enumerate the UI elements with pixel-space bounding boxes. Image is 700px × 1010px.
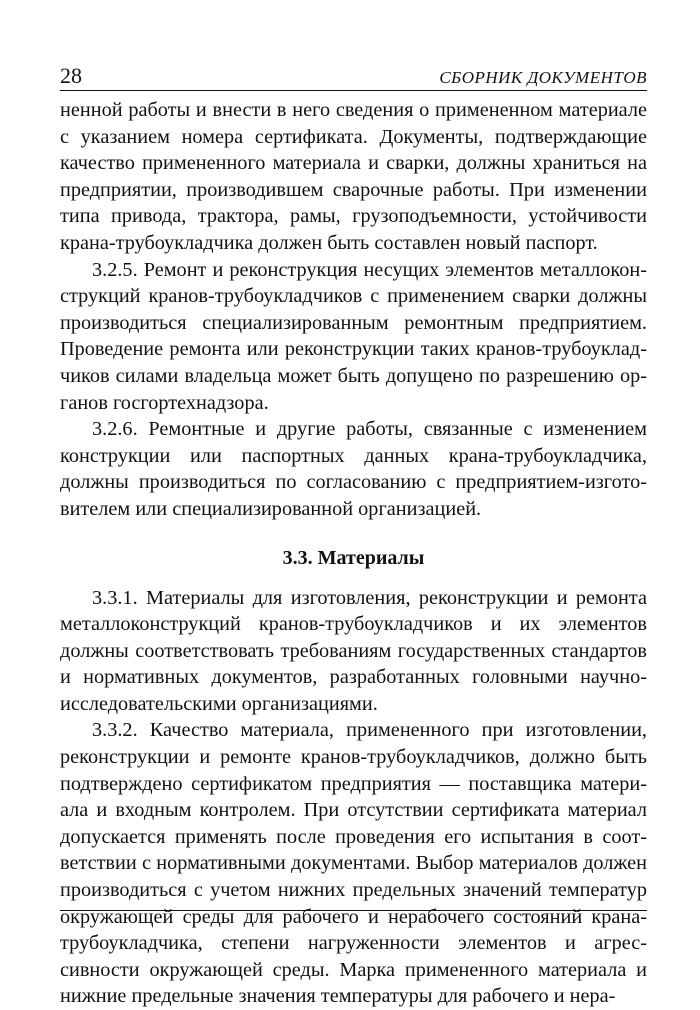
paragraph-3-2-6: 3.2.6. Ремонтные и другие работы, связанные с изменением конструкции или паспортных данных крана-трубоукладчика, должны производиться по согласованию с предприятием-изготовителем или специализированной организацией.	[60, 418, 647, 520]
running-title: СБОРНИК ДОКУМЕНТОВ	[439, 68, 647, 87]
paragraph-3-2-5: 3.2.5. Ремонт и реконструкция несущих элементов металлоконструкций кранов-трубоукладчиков с применением сварки должны производиться специализированным ремонтным предприятием. Проведение ремонта или реконструкции таких кранов-трубоукладчиков силами владельца может быть допущено по разрешению органов госгортехнадзора.	[60, 258, 647, 414]
page-number: 28	[60, 63, 82, 88]
paragraph-3-3-2: 3.3.2. Качество материала, примененного при изготовлении, реконструкции и ремонте кранов-трубоукладчиков, должно быть подтверждено сертификатом предприятия — поставщика материала и входным контролем. При отсутствии сертификата материал допускается применять после проведения его испытания в соответствии с нормативными документами. Выбор материалов должен производиться с учетом нижних предельных значений температур окружающей среды для рабочего и нерабочего состояний крана-трубоукладчика, степени нагруженности элементов и агрессивности окружающей среды. Марка примененного материала и нижние предельные значения температуры для рабочего и нера-	[60, 719, 647, 1008]
paragraph-3-3-1: 3.3.1. Материалы для изготовления, реконструкции и ремонта металлоконструкций кранов-трубоукладчиков и их элементов должны соответствовать требованиям государственных стандартов и нормативных документов, разработанных головными научно-исследовательскими организациями.	[60, 586, 647, 715]
section-title: 3.3. Материалы	[282, 546, 425, 569]
page-body	[60, 97, 647, 1010]
footer-divider	[60, 910, 647, 911]
paragraph-continuation: ненной работы и внести в него сведения о примененном материале с указанием номера сертификата. Документы, подтверждающие качество примененного материала и сварки, должны храниться на предприятии, производившем сварочные работы. При изменении типа привода, трактора, рамы, грузоподъемности, устойчивости крана-трубоукладчика должен быть составлен новый паспорт.	[60, 99, 647, 254]
document-page	[60, 58, 647, 1010]
page-header	[60, 58, 647, 91]
